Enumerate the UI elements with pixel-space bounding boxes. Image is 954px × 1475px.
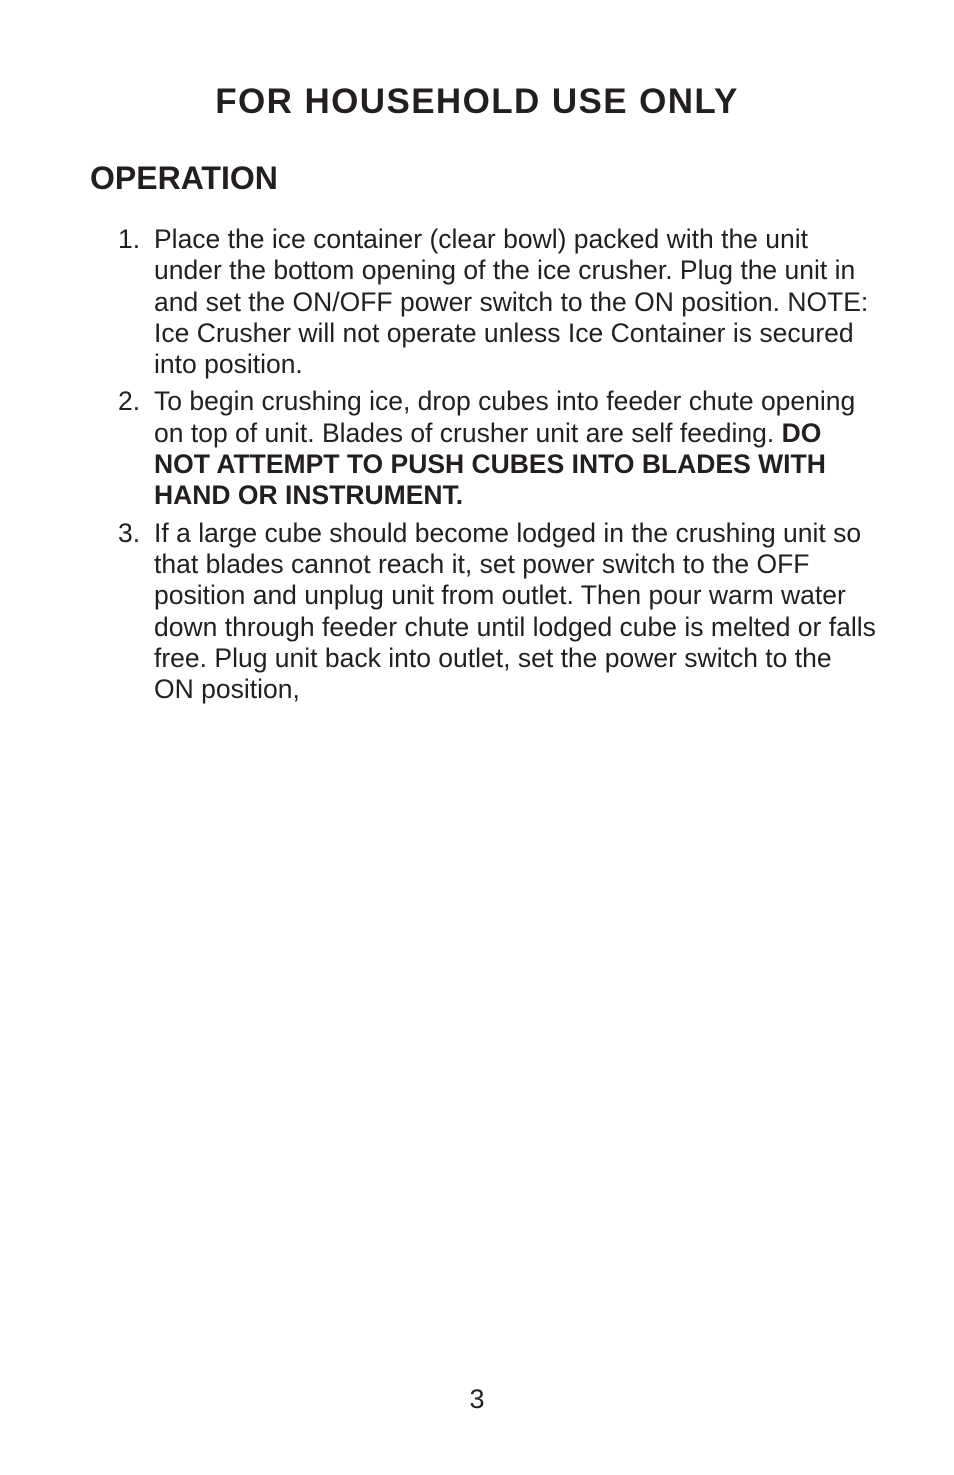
- step-text: Place the ice container (clear bowl) packed with the unit under the bottom opening of the ice crusher. Plug the unit in and set the ON/OFF power switch to the ON position. NOTE: Ice Crusher will not operate unless Ice Container is secured into position.: [154, 224, 869, 380]
- step-text: To begin crushing ice, drop cubes into feeder chute opening on top of unit. Blades of crusher unit are self feeding.: [154, 386, 856, 448]
- operation-step-2: [118, 386, 878, 511]
- page-title: FOR HOUSEHOLD USE ONLY: [215, 82, 739, 121]
- page-number: 3: [469, 1384, 485, 1414]
- section-heading-operation: OPERATION: [90, 160, 278, 196]
- step-number: 2.: [118, 386, 141, 417]
- step-text: If a large cube should become lodged in the crushing unit so that blades cannot reach it, set power switch to the OFF position and unplug unit from outlet. Then pour warm water down through feeder chute until lodged cube is melted or falls free. Plug unit back into outlet, set the power switch to the ON position,: [154, 517, 876, 705]
- step-number: 1.: [118, 224, 141, 254]
- operation-steps-list: [118, 224, 878, 711]
- safety-warning: DO NOT ATTEMPT TO PUSH CUBES INTO BLADES WITH HAND OR INSTRUMENT.: [154, 417, 826, 511]
- step-number: 3.: [118, 517, 141, 548]
- operation-step-1: [118, 224, 878, 380]
- operation-step-3: [118, 518, 878, 706]
